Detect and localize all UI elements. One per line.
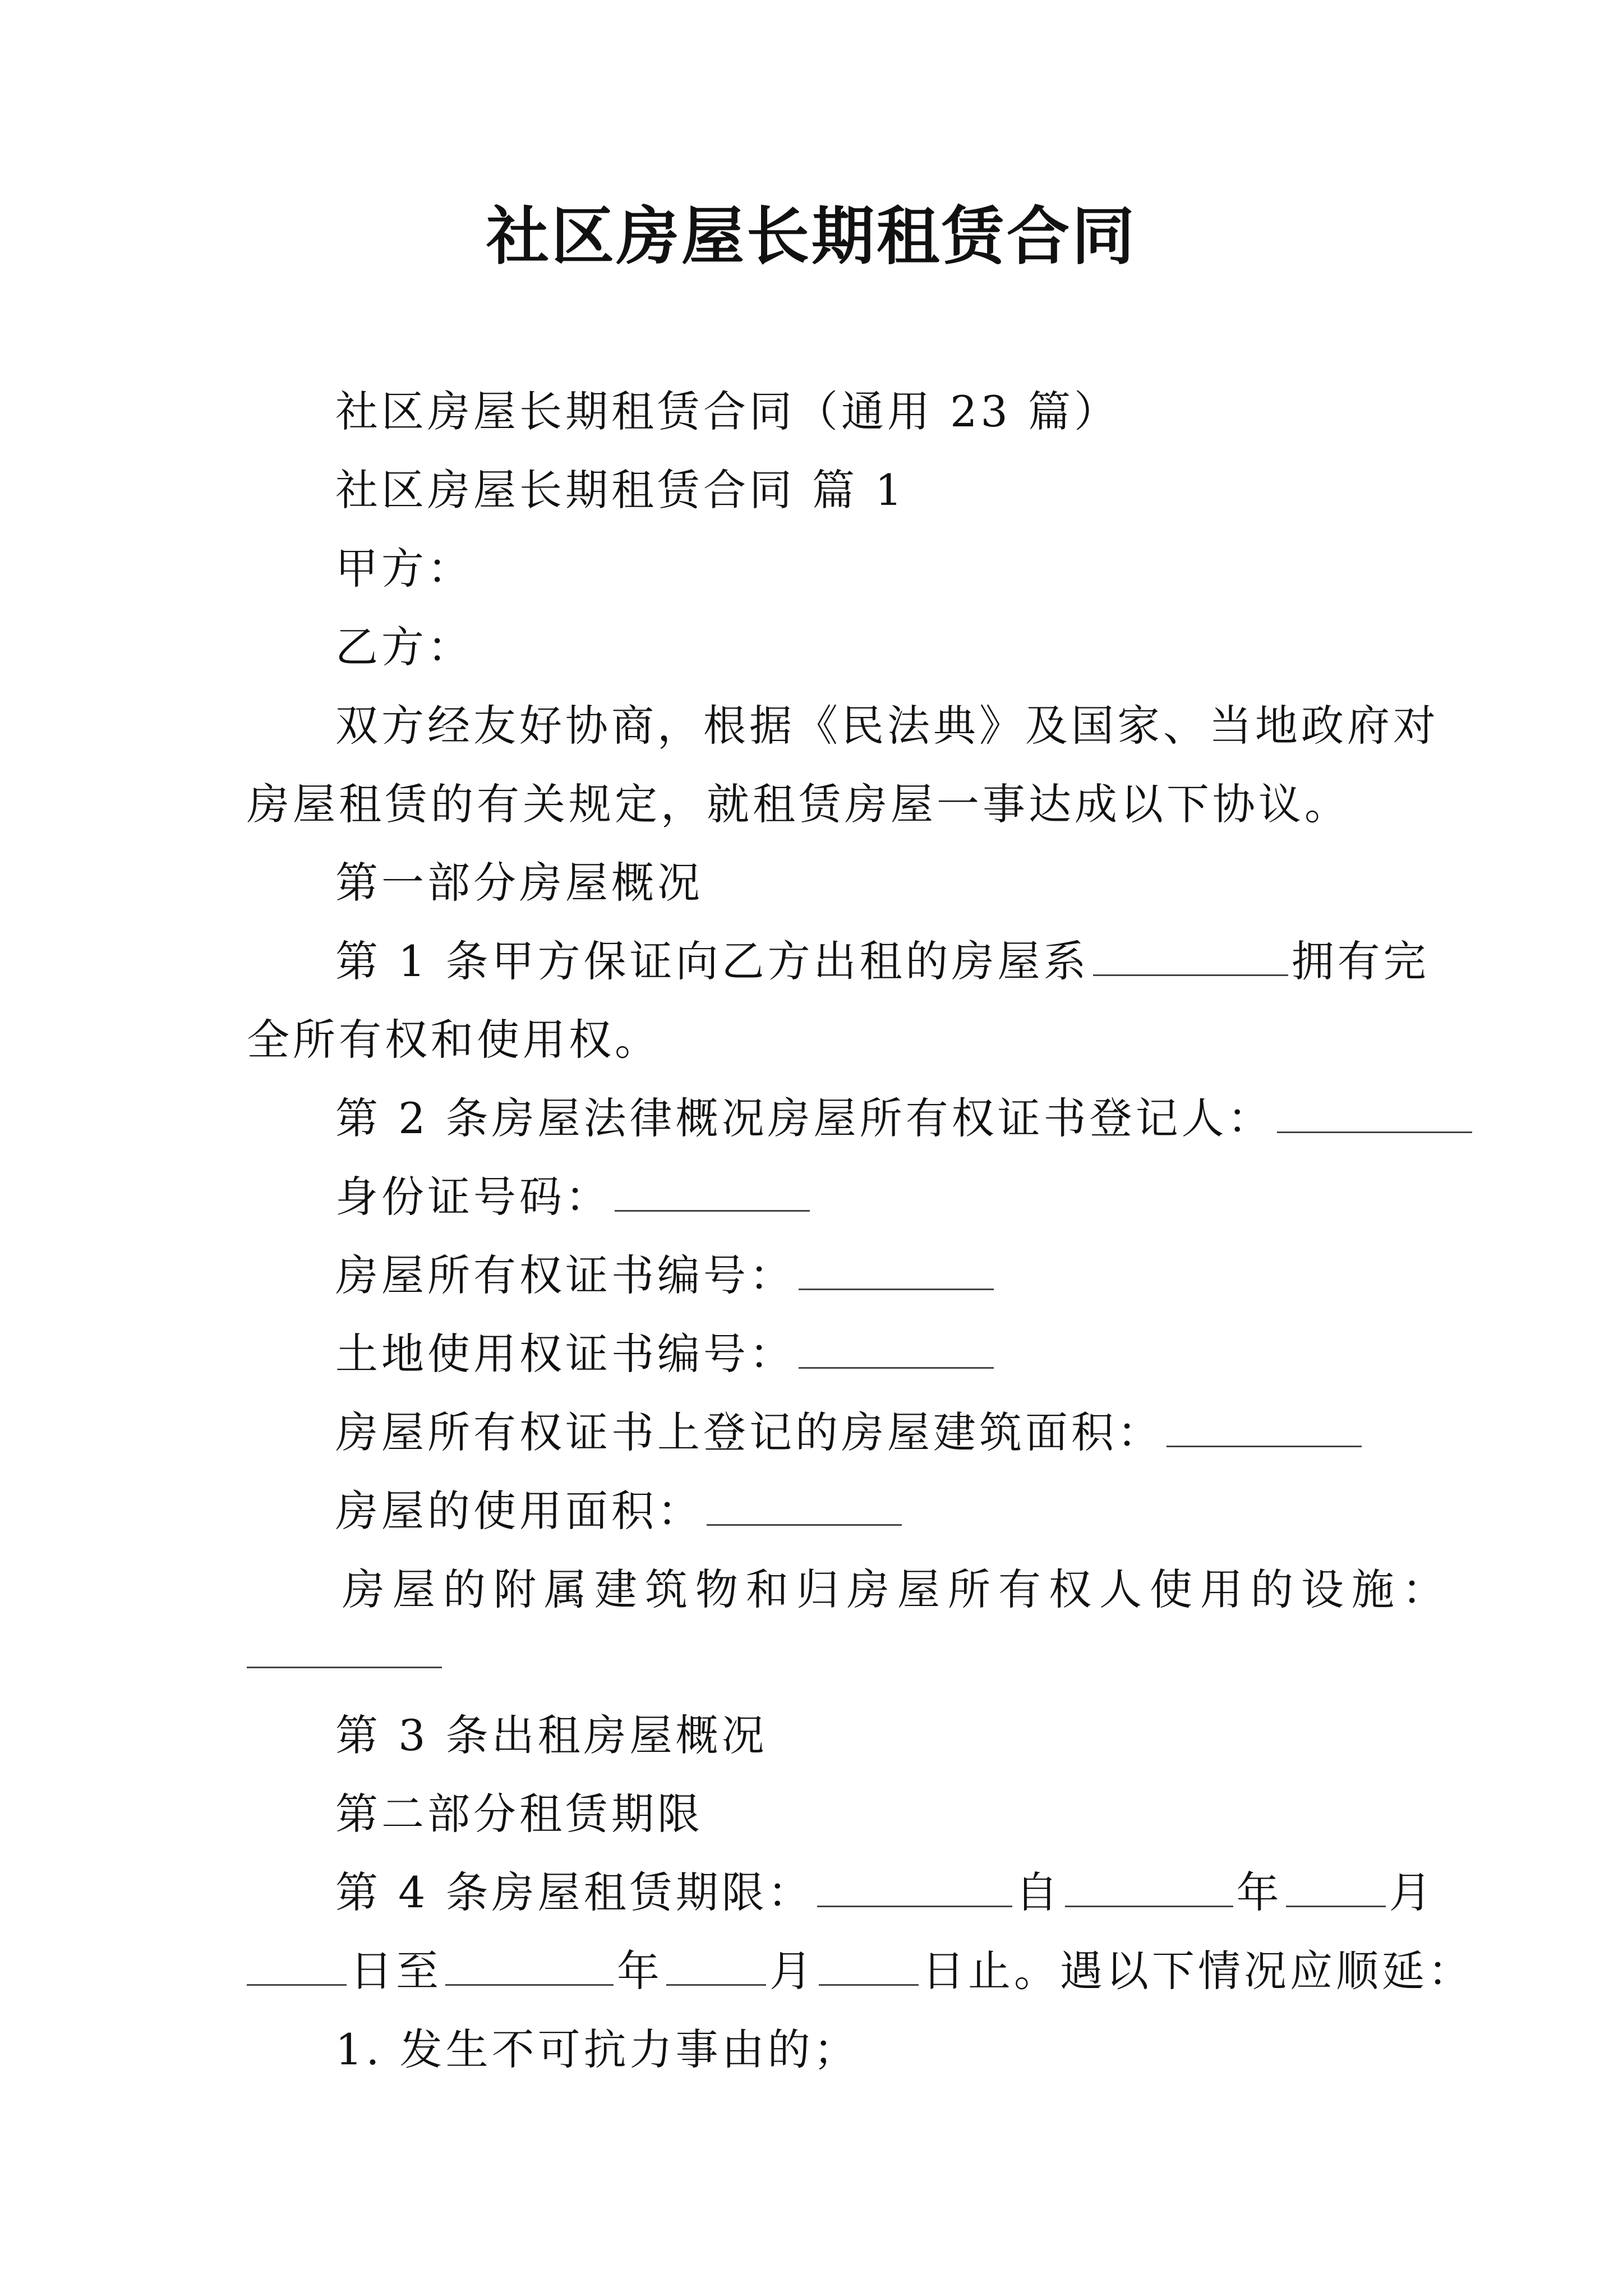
registrant-blank: [1277, 1094, 1472, 1133]
part-one-heading: 第一部分房屋概况: [335, 858, 703, 908]
article-1-text: 第 1 条甲方保证向乙方出租的房屋系: [335, 936, 1090, 986]
lease-term-blank: [817, 1869, 1012, 1907]
cert-number-label: 房屋所有权证书编号：: [335, 1250, 795, 1300]
item-1-line: 1. 发生不可抗力事由的；: [335, 2024, 860, 2074]
facilities-line: 房屋的附属建筑物和归房屋所有权人使用的设施：: [342, 1565, 1453, 1614]
intro-paragraph-line-1: 双方经友好协商，根据《民法典》及国家、当地政府对: [335, 701, 1439, 751]
cert-number-blank: [799, 1251, 994, 1290]
article-3-line: 第 3 条出租房屋概况: [335, 1710, 768, 1760]
start-month-label: 月: [1389, 1867, 1435, 1917]
article-1-line-1: [335, 935, 1430, 988]
article-4-line-1: [335, 1866, 1435, 1920]
day-to-label: 日至: [350, 1946, 442, 1996]
section-heading: 社区房屋长期租赁合同 篇 1: [335, 465, 906, 515]
land-cert-blank: [799, 1330, 994, 1369]
used-area-line: [335, 1484, 905, 1538]
land-cert-label: 土地使用权证书编号：: [335, 1329, 795, 1379]
end-day-blank: [819, 1947, 919, 1986]
article-4-line-2: [247, 1944, 1474, 1998]
start-year-label: 年: [1236, 1867, 1283, 1917]
facilities-blank: [247, 1630, 442, 1668]
party-b-label: 乙方：: [335, 622, 473, 672]
end-year-blank: [445, 1947, 614, 1986]
article-2-text: 第 2 条房屋法律概况房屋所有权证书登记人：: [335, 1093, 1274, 1143]
id-number-label: 身份证号码：: [335, 1172, 611, 1222]
part-two-heading: 第二部分租赁期限: [335, 1789, 703, 1839]
owner-blank: [1093, 937, 1288, 976]
article-1-text-tail: 拥有完: [1291, 936, 1430, 986]
party-a-label: 甲方：: [335, 544, 473, 593]
cert-number-line: [335, 1249, 997, 1303]
article-4-text: 第 4 条房屋租赁期限：: [335, 1867, 814, 1917]
registered-area-blank: [1166, 1409, 1362, 1447]
used-area-blank: [707, 1487, 902, 1526]
end-year-label: 年: [617, 1946, 663, 1996]
document-title: 社区房屋长期租赁合同: [486, 200, 1137, 273]
end-month-blank: [666, 1947, 766, 1986]
article-1-line-2: 全所有权和使用权。: [247, 1015, 661, 1065]
day-end-label: 日止。遇以下情况应顺延：: [922, 1946, 1474, 1996]
start-year-blank: [1065, 1869, 1233, 1907]
document-heading: 社区房屋长期租赁合同（通用 23 篇）: [335, 386, 1121, 436]
id-number-blank: [615, 1173, 810, 1212]
id-number-line: [335, 1170, 813, 1224]
used-area-label: 房屋的使用面积：: [335, 1486, 703, 1536]
start-month-blank: [1286, 1869, 1386, 1907]
land-cert-line: [335, 1327, 997, 1381]
from-label: 自: [1015, 1867, 1062, 1917]
intro-paragraph-line-2: 房屋租赁的有关规定，就租赁房屋一事达成以下协议。: [247, 779, 1350, 829]
article-2-line: [335, 1092, 1476, 1145]
registered-area-label: 房屋所有权证书上登记的房屋建筑面积：: [335, 1407, 1163, 1457]
facilities-blank-line: [247, 1627, 445, 1681]
registered-area-line: [335, 1406, 1365, 1460]
start-day-blank: [247, 1947, 347, 1986]
end-month-label: 月: [769, 1946, 815, 1996]
